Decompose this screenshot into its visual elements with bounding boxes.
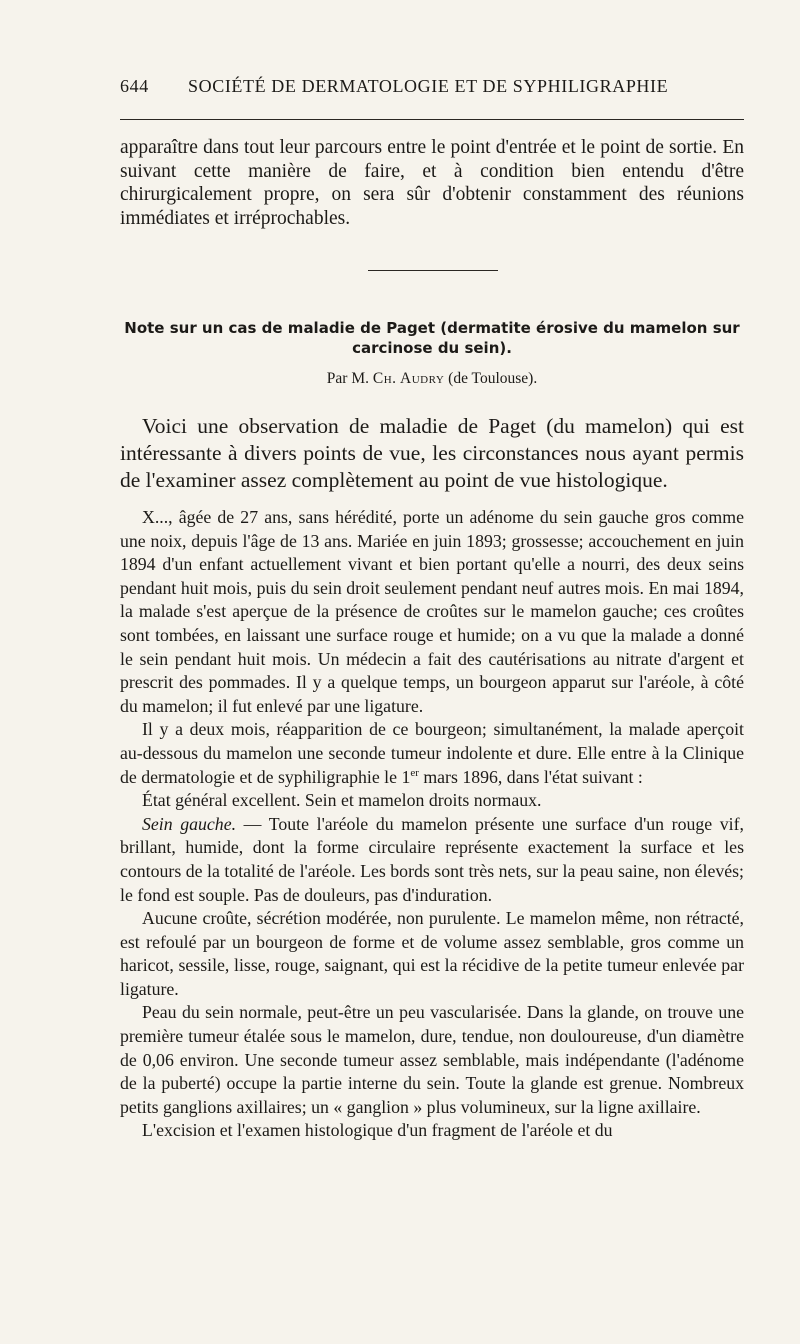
byline-prefix: Par M.	[326, 370, 369, 387]
ordinal-superscript: er	[410, 766, 419, 779]
previous-article-end	[120, 136, 744, 230]
paragraph-no-crust: Aucune croûte, sécrétion modérée, non purulente. Le mamelon même, non rétracté, est refoulé par un bourgeon de forme et de volume assez semblable, gros comme un haricot, sessile, lisse, rouge, saignant, qui est la récidive de la petite tumeur enlevée par ligature.	[120, 908, 744, 999]
byline	[120, 370, 744, 388]
article-title: Note sur un cas de maladie de Paget (dermatite érosive du mamelon sur carcinose du sein).	[124, 319, 740, 357]
left-breast-label: Sein gauche.	[142, 813, 237, 834]
paragraph-admission	[120, 718, 744, 789]
page-number: 644	[120, 76, 149, 96]
lead-paragraph: Voici une observation de maladie de Paget (du mamelon) qui est intéressante à divers points de vue, les circonstances nous ayant permis de l'examiner assez complètement au point de vue histologique.	[120, 414, 744, 492]
header-rule	[120, 119, 744, 120]
paragraph-case-history: X..., âgée de 27 ans, sans hérédité, porte un adénome du sein gauche gros comme une noix, depuis l'âge de 13 ans. Mariée en juin 1893; grossesse; accouchement en juin 1894 d'un enfant actuellement vivant et bien portant qu'elle a nourri, des deux seins pendant huit mois, puis du sein droit seulement pendant neuf autres mois. En mai 1894, la malade s'est aperçue de la présence de croûtes sur le mamelon gauche; ces croûtes sont tombées, en laissant une surface rouge et humide; on a vu que la malade a donné le sein pendant huit mois. Un médecin a fait des cautérisations au nitrate d'argent et prescrit des pommades. Il y a quelque temps, un bourgeon apparut sur l'aréole, à côté du mamelon; il fut enlevé par une ligature.	[120, 507, 744, 716]
paragraph-left-breast	[120, 813, 744, 907]
admission-text-end: mars 1896, dans l'état suivant :	[418, 766, 643, 787]
paragraph-excision: L'excision et l'examen histologique d'un fragment de l'aréole et du	[142, 1120, 613, 1141]
lead-paragraph-block	[120, 413, 744, 494]
page-header	[120, 76, 744, 106]
admission-text-start: Il y a deux mois, réapparition de ce bourgeon; simultanément, la malade aperçoit au-dessous du mamelon une seconde tumeur indolente et dure. Elle entre à la Clinique de dermatologie et de syphiligraphie le 1	[120, 719, 744, 787]
author-name: Ch. Audry	[372, 370, 445, 387]
paragraph-skin-gland: Peau du sein normale, peut-être un peu vascularisée. Dans la glande, on trouve une première tumeur étalée sous le mamelon, dure, tendue, non douloureuse, d'un diamètre de 0,06 environ. Une seconde tumeur assez semblable, mais indépendante (l'adénome de la puberté) occupe la partie interne du sein. Toute la glande est grenue. Nombreux petits ganglions axillaires; un « ganglion » plus volumineux, sur la ligne axillaire.	[120, 1002, 744, 1117]
section-divider	[368, 270, 498, 271]
article-body	[120, 506, 744, 1143]
left-breast-text: — Toute l'aréole du mamelon présente une surface d'un rouge vif, brillant, humide, dont la forme circulaire représente exactement la surface et les contours de la totalité de l'aréole. Les bords sont très nets, sur la peau saine, non élevés; le fond est souple. Pas de douleurs, pas d'induration.	[120, 813, 744, 905]
byline-suffix: (de Toulouse).	[448, 370, 538, 387]
paragraph-general-state: État général excellent. Sein et mamelon droits normaux.	[142, 790, 542, 811]
continuation-paragraph: apparaître dans tout leur parcours entre le point d'entrée et le point de sortie. En suivant cette manière de faire, et à condition bien entendu d'être chirurgicalement propre, on sera sûr d'obtenir constamment des réunions immédiates et irréprochables.	[120, 137, 744, 229]
running-title: SOCIÉTÉ DE DERMATOLOGIE ET DE SYPHILIGRAPHIE	[188, 76, 669, 96]
